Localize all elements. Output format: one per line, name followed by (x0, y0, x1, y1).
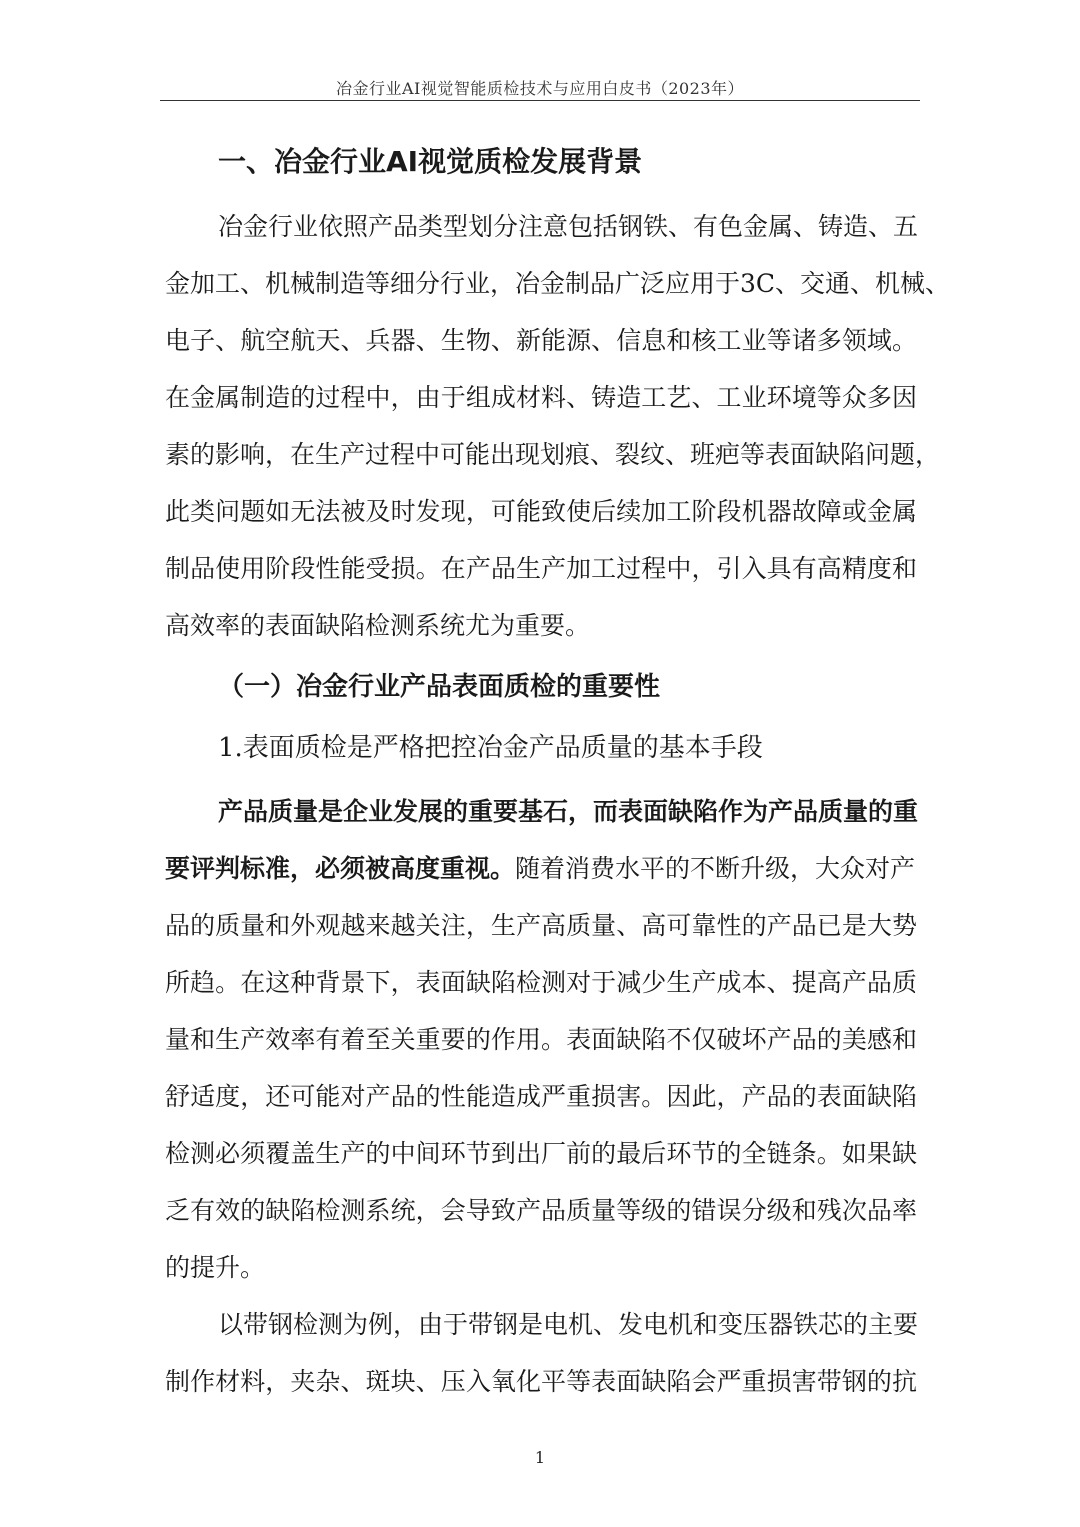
bold-emphasis: 要评判标准，必须被高度重视。 (165, 854, 516, 883)
item-title: 1.表面质检是严格把控冶金产品质量的基本手段 (218, 733, 763, 763)
paragraph-line: 乏有效的缺陷检测系统，会导致产品质量等级的错误分级和残次品率 (165, 1196, 917, 1225)
section-title: 一、冶金行业AI视觉质检发展背景 (218, 145, 643, 178)
paragraph-line: 冶金行业依照产品类型划分注意包括钢铁、有色金属、铸造、五 (218, 212, 919, 241)
paragraph-text: 随着消费水平的不断升级，大众对产 (515, 854, 916, 883)
paragraph-line: 品的质量和外观越来越关注，生产高质量、高可靠性的产品已是大势 (165, 911, 917, 940)
page-number: 1 (534, 1448, 546, 1467)
paragraph-line: 在金属制造的过程中，由于组成材料、铸造工艺、工业环境等众多因 (165, 383, 917, 412)
paragraph-line: 素的影响，在生产过程中可能出现划痕、裂纹、班疤等表面缺陷问题， (165, 440, 941, 469)
paragraph-line: 所趋。在这种背景下，表面缺陷检测对于减少生产成本、提高产品质 (165, 968, 917, 997)
paragraph-line: 制作材料，夹杂、斑块、压入氧化平等表面缺陷会严重损害带钢的抗 (165, 1367, 917, 1396)
bold-emphasis: 产品质量是企业发展的重要基石，而表面缺陷作为产品质量的重 (218, 797, 919, 826)
paragraph-line: 电子、航空航天、兵器、生物、新能源、信息和核工业等诸多领域。 (165, 326, 917, 355)
header-rule (160, 100, 920, 101)
paragraph-line: 的提升。 (165, 1253, 266, 1282)
paragraph-line: 以带钢检测为例，由于带钢是电机、发电机和变压器铁芯的主要 (218, 1310, 919, 1339)
paragraph-line: 检测必须覆盖生产的中间环节到出厂前的最后环节的全链条。如果缺 (165, 1139, 917, 1168)
running-header: 冶金行业AI视觉智能质检技术与应用白皮书（2023年） (335, 79, 745, 98)
paragraph-line: 此类问题如无法被及时发现，可能致使后续加工阶段机器故障或金属 (165, 497, 917, 526)
paragraph-line: 量和生产效率有着至关重要的作用。表面缺陷不仅破坏产品的美感和 (165, 1025, 917, 1054)
paragraph-line: 金加工、机械制造等细分行业，冶金制品广泛应用于3C、交通、机械、 (165, 269, 951, 298)
paragraph-line (218, 796, 917, 828)
paragraph-line: 高效率的表面缺陷检测系统尤为重要。 (165, 611, 591, 640)
paragraph-line (165, 853, 917, 885)
subsection-title: （一）冶金行业产品表面质检的重要性 (218, 672, 661, 702)
paragraph-line: 舒适度，还可能对产品的性能造成严重损害。因此，产品的表面缺陷 (165, 1082, 917, 1111)
paragraph-line: 制品使用阶段性能受损。在产品生产加工过程中，引入具有高精度和 (165, 554, 917, 583)
